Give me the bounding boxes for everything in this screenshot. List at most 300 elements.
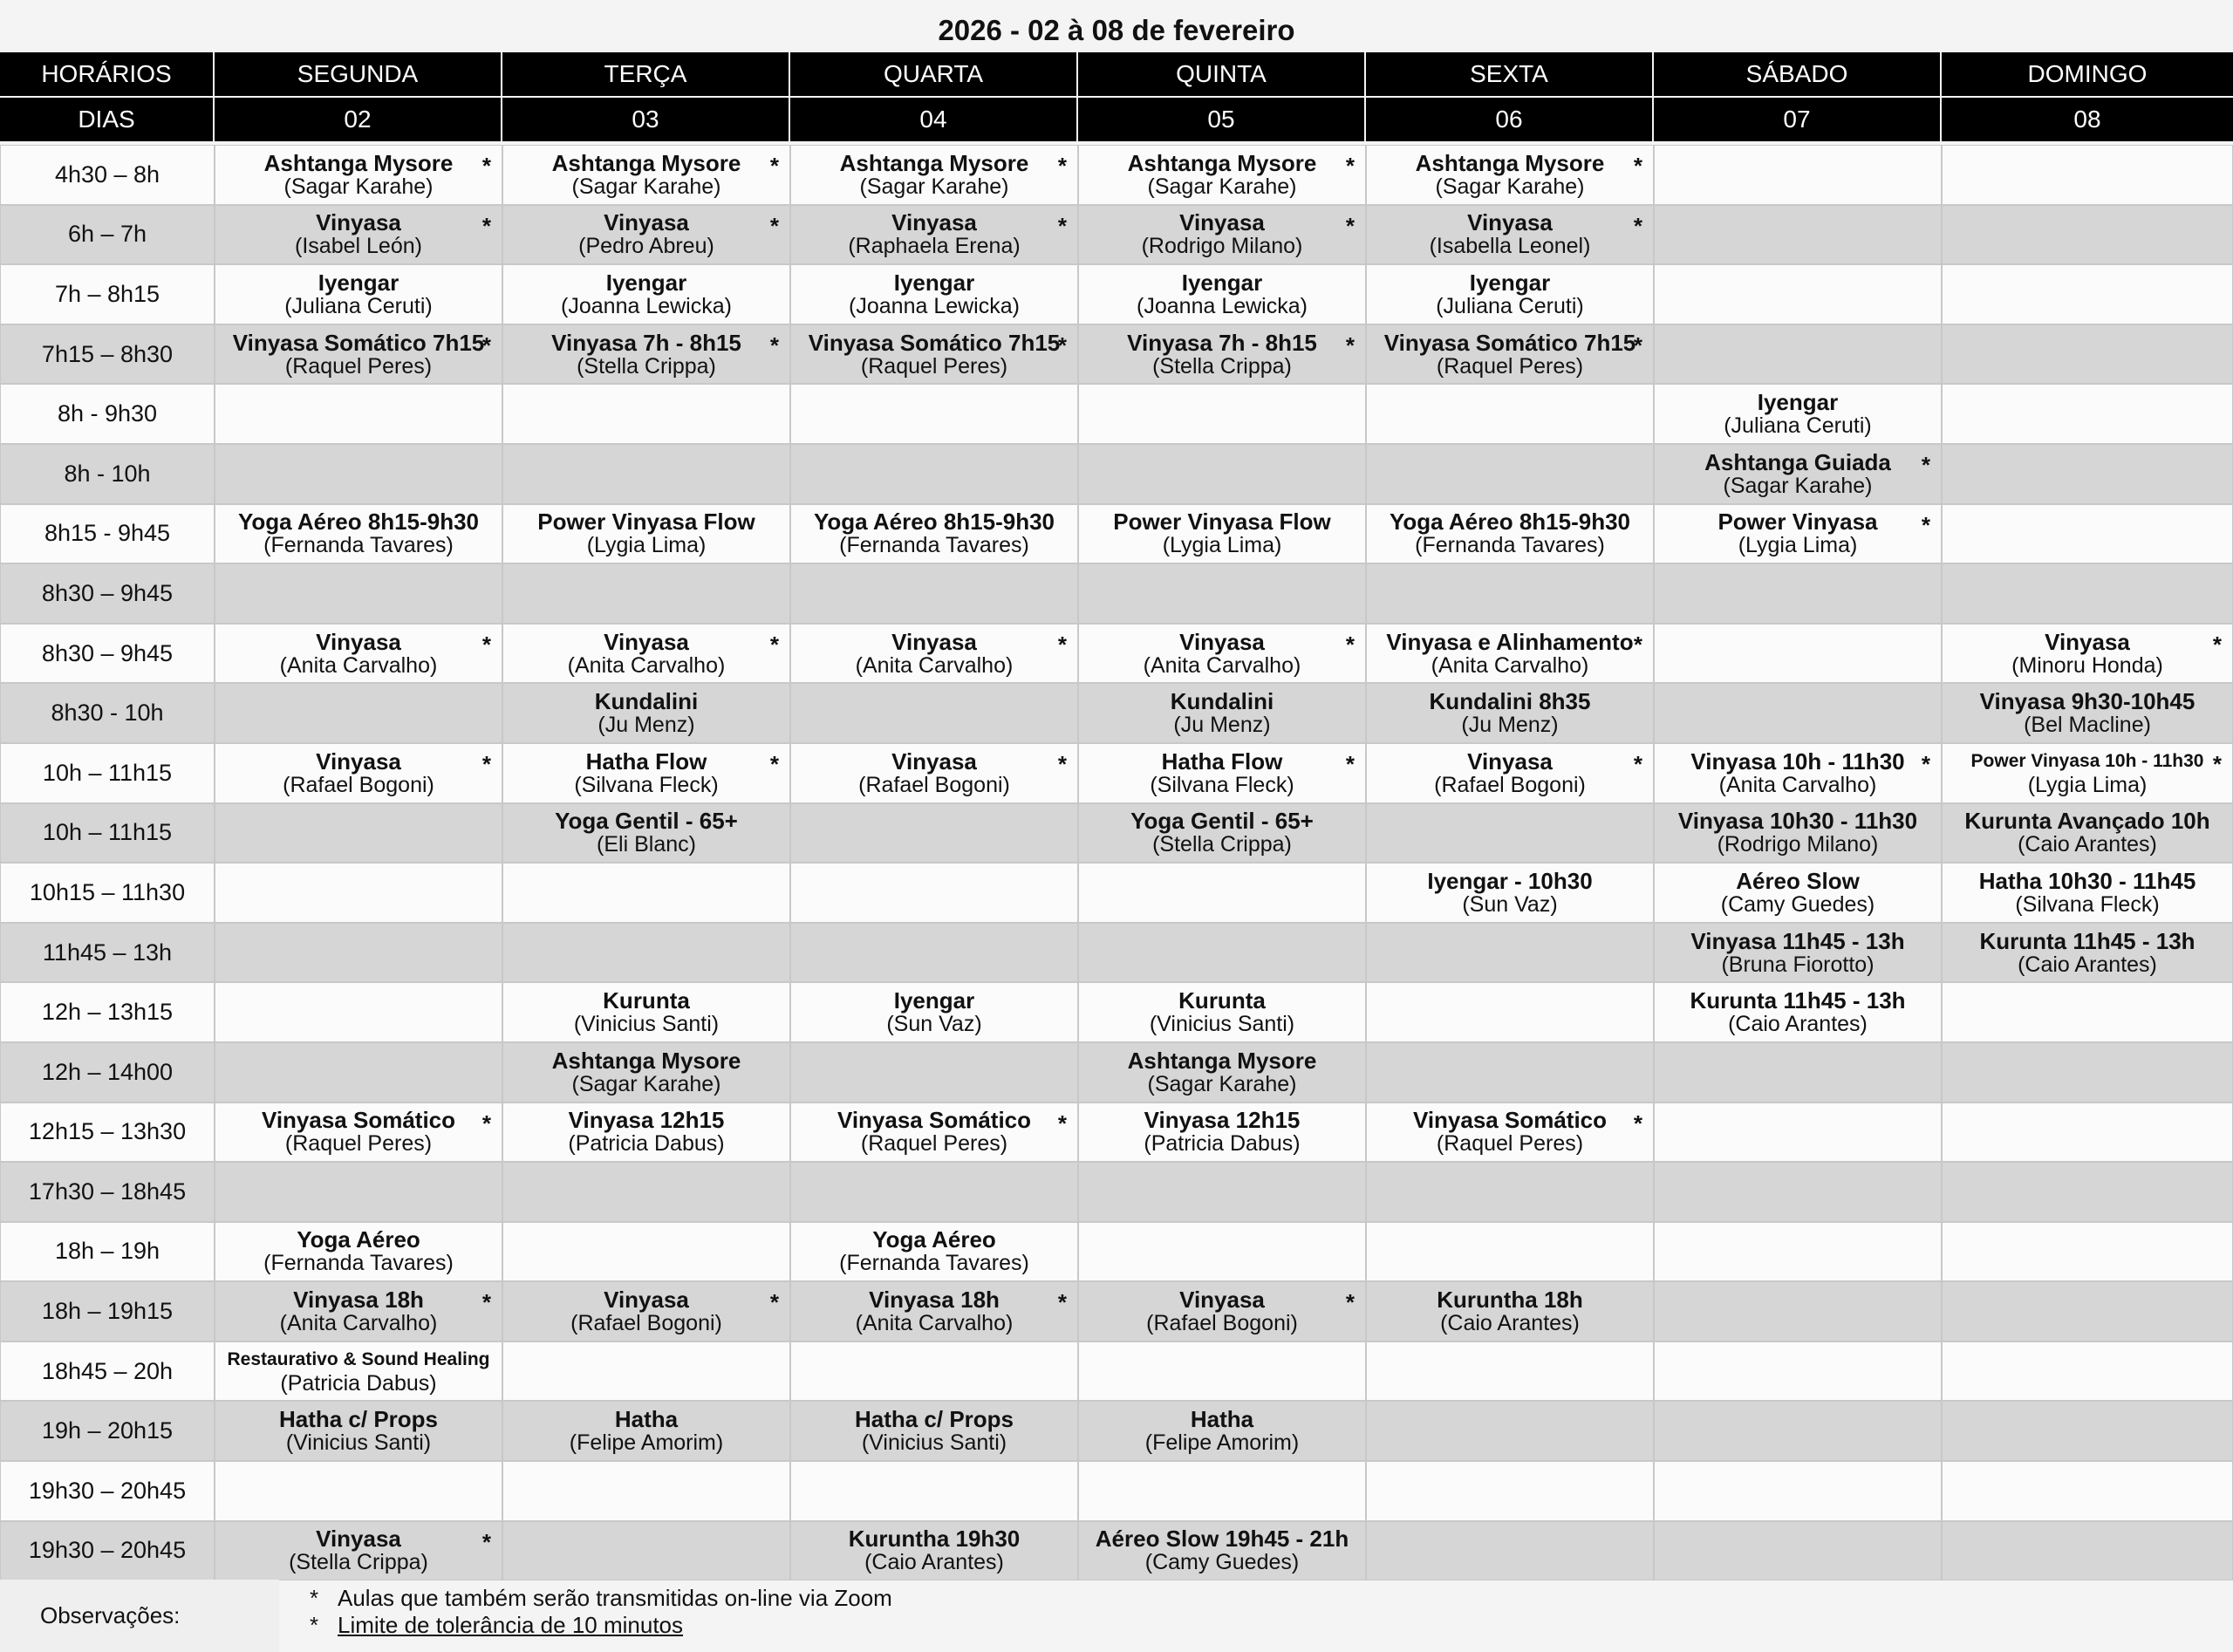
teacher-name: (Silvana Fleck) — [574, 772, 719, 797]
class-cell — [1942, 803, 2233, 864]
asterisk-mark: * — [310, 1612, 319, 1638]
class-cell — [1942, 743, 2233, 803]
class-name: Kurunta Avançado 10h — [1964, 808, 2210, 835]
class-name: Ashtanga Mysore — [551, 149, 741, 176]
class-cell — [1078, 1341, 1366, 1402]
class-name: Yoga Aéreo — [872, 1226, 996, 1253]
class-name: Vinyasa — [604, 209, 689, 236]
class-name: Vinyasa — [2045, 628, 2130, 655]
teacher-name: (Raphaela Erena) — [848, 234, 1021, 259]
class-cell — [215, 1222, 502, 1282]
class-cell — [1942, 683, 2233, 743]
table-row — [0, 1281, 2233, 1341]
online-asterisk: * — [1057, 212, 1067, 239]
time-cell: 12h – 13h15 — [0, 982, 215, 1042]
class-name: Vinyasa — [316, 209, 401, 236]
teacher-name: (Anita Carvalho) — [855, 1311, 1014, 1336]
class-cell — [1942, 624, 2233, 684]
class-name: Vinyasa — [1467, 747, 1553, 775]
class-cell — [1078, 1521, 1366, 1581]
teacher-name: (Sagar Karahe) — [1147, 1071, 1297, 1096]
class-cell — [1078, 624, 1366, 684]
class-cell — [1942, 145, 2233, 205]
class-name: Iyengar — [893, 987, 975, 1014]
online-asterisk: * — [481, 153, 491, 179]
class-cell — [502, 324, 790, 385]
online-asterisk: * — [1057, 153, 1067, 179]
online-asterisk: * — [481, 1289, 491, 1316]
class-cell — [1942, 205, 2233, 265]
header-date: 07 — [1654, 98, 1942, 141]
class-cell — [1366, 982, 1654, 1042]
class-cell — [215, 324, 502, 385]
class-cell — [1366, 264, 1654, 324]
teacher-name: (Rafael Bogoni) — [570, 1311, 722, 1336]
class-name: Vinyasa 7h - 8h15 — [1127, 329, 1317, 356]
class-cell — [502, 1401, 790, 1461]
table-row — [0, 743, 2233, 803]
class-cell — [790, 743, 1078, 803]
class-name: Ashtanga Mysore — [1127, 149, 1317, 176]
table-row — [0, 145, 2233, 205]
time-cell: 8h30 – 9h45 — [0, 563, 215, 624]
class-cell — [1366, 683, 1654, 743]
class-cell — [502, 205, 790, 265]
class-cell — [215, 145, 502, 205]
class-name: Vinyasa — [1179, 628, 1265, 655]
teacher-name: (Silvana Fleck) — [2015, 891, 2160, 917]
class-name: Iyengar — [1469, 269, 1551, 296]
class-name: Iyengar — [1181, 269, 1263, 296]
teacher-name: (Sagar Karahe) — [859, 174, 1009, 199]
class-cell — [1366, 563, 1654, 624]
time-cell: 10h – 11h15 — [0, 803, 215, 864]
class-cell — [1366, 384, 1654, 444]
teacher-name: (Isabel León) — [295, 234, 422, 259]
header-day: SÁBADO — [1654, 52, 1942, 96]
class-name: Vinyasa Somático 7h15 — [808, 329, 1061, 356]
class-cell — [790, 264, 1078, 324]
class-name: Vinyasa Somático 7h15 — [232, 329, 485, 356]
class-name: Vinyasa e Alinhamento — [1386, 628, 1634, 655]
class-name: Vinyasa — [604, 1287, 689, 1314]
class-cell — [1366, 1521, 1654, 1581]
class-name: Hatha 10h30 - 11h45 — [1978, 867, 2196, 894]
table-row — [0, 324, 2233, 385]
header-date: 02 — [215, 98, 502, 141]
time-cell: 8h15 - 9h45 — [0, 504, 215, 564]
class-name: Vinyasa Somático — [1412, 1107, 1608, 1134]
class-name: Ashtanga Mysore — [263, 149, 454, 176]
class-cell — [1654, 1042, 1942, 1102]
class-cell — [502, 1281, 790, 1341]
class-cell — [1366, 205, 1654, 265]
class-cell — [502, 563, 790, 624]
teacher-name: (Joanna Lewicka) — [1137, 293, 1308, 318]
class-cell — [1942, 1042, 2233, 1102]
teacher-name: (Fernanda Tavares) — [1415, 533, 1605, 558]
teacher-name: (Anita Carvalho) — [567, 652, 726, 678]
class-cell — [790, 324, 1078, 385]
teacher-name: (Joanna Lewicka) — [561, 293, 732, 318]
class-cell — [790, 624, 1078, 684]
class-cell — [1942, 264, 2233, 324]
class-cell — [1654, 444, 1942, 504]
class-cell — [502, 384, 790, 444]
class-name: Vinyasa — [604, 628, 689, 655]
class-cell — [502, 803, 790, 864]
class-cell — [502, 743, 790, 803]
time-cell: 8h - 9h30 — [0, 384, 215, 444]
class-cell — [790, 444, 1078, 504]
teacher-name: (Stella Crippa) — [1152, 832, 1292, 857]
class-cell — [1654, 1341, 1942, 1402]
online-asterisk: * — [481, 631, 491, 658]
teacher-name: (Caio Arantes) — [1728, 1012, 1868, 1037]
class-name: Kurunta 11h45 - 13h — [1979, 927, 2195, 954]
class-cell — [215, 1401, 502, 1461]
time-cell: 12h – 14h00 — [0, 1042, 215, 1102]
teacher-name: (Fernanda Tavares) — [839, 1251, 1029, 1276]
class-cell — [1654, 205, 1942, 265]
teacher-name: (Sagar Karahe) — [1723, 473, 1873, 498]
class-cell — [790, 863, 1078, 923]
class-cell — [1366, 743, 1654, 803]
header-days-row — [0, 52, 2233, 96]
class-name: Vinyasa Somático 7h15 — [1383, 329, 1636, 356]
class-name: Vinyasa 9h30-10h45 — [1979, 688, 2195, 715]
online-asterisk: * — [2212, 750, 2222, 777]
class-name: Hatha — [614, 1406, 679, 1433]
online-asterisk: * — [1921, 451, 1930, 478]
class-cell — [790, 1222, 1078, 1282]
table-row — [0, 1461, 2233, 1521]
class-cell — [1654, 1461, 1942, 1521]
online-asterisk: * — [1921, 511, 1930, 538]
class-cell — [1654, 863, 1942, 923]
class-cell — [1654, 504, 1942, 564]
class-name: Ashtanga Mysore — [839, 149, 1029, 176]
header-day: QUARTA — [790, 52, 1078, 96]
class-name: Vinyasa — [891, 628, 977, 655]
class-name: Vinyasa — [1467, 209, 1553, 236]
observation-note — [310, 1585, 892, 1612]
teacher-name: (Fernanda Tavares) — [263, 533, 454, 558]
class-cell — [1078, 1042, 1366, 1102]
time-cell: 6h – 7h — [0, 205, 215, 265]
time-cell: 8h - 10h — [0, 444, 215, 504]
online-asterisk: * — [769, 153, 779, 179]
class-name: Kurunta — [1178, 987, 1266, 1014]
class-cell — [502, 624, 790, 684]
class-cell — [502, 863, 790, 923]
class-cell — [1942, 1102, 2233, 1163]
online-asterisk: * — [1633, 1109, 1642, 1137]
table-row — [0, 982, 2233, 1042]
class-cell — [502, 1521, 790, 1581]
time-cell: 7h15 – 8h30 — [0, 324, 215, 385]
class-cell — [1078, 683, 1366, 743]
class-cell — [1654, 743, 1942, 803]
class-cell — [215, 982, 502, 1042]
class-cell — [502, 444, 790, 504]
class-name: Yoga Aéreo 8h15-9h30 — [814, 509, 1055, 536]
class-cell — [502, 1461, 790, 1521]
class-cell — [1654, 1102, 1942, 1163]
table-row — [0, 683, 2233, 743]
class-name: Vinyasa — [891, 209, 977, 236]
time-cell: 7h – 8h15 — [0, 264, 215, 324]
class-cell — [215, 1461, 502, 1521]
header-day: SEXTA — [1366, 52, 1654, 96]
class-cell — [1654, 1401, 1942, 1461]
teacher-name: (Rafael Bogoni) — [1434, 772, 1586, 797]
class-name: Yoga Aéreo — [297, 1226, 420, 1253]
teacher-name: (Rodrigo Milano) — [1141, 234, 1303, 259]
teacher-name: (Eli Blanc) — [597, 832, 696, 857]
class-cell — [1078, 982, 1366, 1042]
teacher-name: (Juliana Ceruti) — [1436, 293, 1584, 318]
class-cell — [215, 743, 502, 803]
class-cell — [1654, 1281, 1942, 1341]
teacher-name: (Sagar Karahe) — [283, 174, 434, 199]
class-name: Ashtanga Mysore — [551, 1047, 741, 1074]
teacher-name: (Minoru Honda) — [2011, 652, 2163, 678]
teacher-name: (Anita Carvalho) — [279, 652, 438, 678]
online-asterisk: * — [1057, 1109, 1067, 1137]
class-name: Power Vinyasa 10h - 11h30 — [1970, 750, 2204, 771]
time-cell: 18h – 19h — [0, 1222, 215, 1282]
class-cell — [1078, 563, 1366, 624]
class-cell — [1366, 1222, 1654, 1282]
class-cell — [502, 1222, 790, 1282]
class-cell — [215, 384, 502, 444]
teacher-name: (Sagar Karahe) — [571, 1071, 721, 1096]
header-date: 03 — [502, 98, 790, 141]
class-cell — [1654, 1162, 1942, 1222]
class-cell — [502, 982, 790, 1042]
class-cell — [790, 1042, 1078, 1102]
class-cell — [1078, 504, 1366, 564]
header-day: QUINTA — [1078, 52, 1366, 96]
class-name: Power Vinyasa — [1717, 509, 1878, 536]
class-name: Aéreo Slow — [1736, 867, 1860, 894]
table-row — [0, 205, 2233, 265]
class-cell — [1078, 1162, 1366, 1222]
class-name: Vinyasa Somático — [261, 1107, 456, 1134]
class-name: Vinyasa Somático — [837, 1107, 1032, 1134]
class-cell — [215, 863, 502, 923]
online-asterisk: * — [1633, 631, 1642, 658]
class-cell — [790, 1281, 1078, 1341]
teacher-name: (Vinicius Santi) — [861, 1430, 1007, 1456]
teacher-name: (Felipe Amorim) — [1144, 1430, 1300, 1456]
class-name: Hatha Flow — [585, 747, 707, 775]
asterisk-mark: * — [310, 1585, 319, 1611]
teacher-name: (Rodrigo Milano) — [1717, 832, 1879, 857]
class-cell — [1366, 1401, 1654, 1461]
teacher-name: (Rafael Bogoni) — [1146, 1311, 1298, 1336]
teacher-name: (Anita Carvalho) — [1143, 652, 1301, 678]
class-name: Vinyasa — [316, 1526, 401, 1553]
class-name: Hatha c/ Props — [278, 1406, 439, 1433]
teacher-name: (Vinicius Santi) — [285, 1430, 432, 1456]
header-date: 08 — [2073, 106, 2101, 133]
teacher-name: (Raquel Peres) — [860, 353, 1008, 379]
class-cell — [1942, 1341, 2233, 1402]
online-asterisk: * — [769, 1289, 779, 1316]
online-asterisk: * — [1633, 212, 1642, 239]
teacher-name: (Lygia Lima) — [586, 533, 707, 558]
teacher-name: (Sun Vaz) — [886, 1012, 982, 1037]
teacher-name: (Felipe Amorim) — [569, 1430, 724, 1456]
online-asterisk: * — [481, 331, 491, 358]
teacher-name: (Bruna Fiorotto) — [1721, 952, 1874, 977]
class-cell — [1942, 1222, 2233, 1282]
table-row — [0, 1222, 2233, 1282]
class-cell — [1078, 444, 1366, 504]
header-date: 04 — [790, 98, 1078, 141]
class-cell — [1078, 803, 1366, 864]
observation-text: Aulas que também serão transmitidas on-line via Zoom — [338, 1585, 892, 1611]
observation-text: Limite de tolerância de 10 minutos — [338, 1612, 684, 1638]
class-cell — [1654, 324, 1942, 385]
online-asterisk: * — [1345, 212, 1355, 239]
teacher-name: (Anita Carvalho) — [1431, 652, 1589, 678]
class-cell — [790, 205, 1078, 265]
class-name: Restaurativo & Sound Healing — [227, 1348, 490, 1369]
class-cell — [1366, 504, 1654, 564]
class-name: Vinyasa — [1179, 1287, 1265, 1314]
table-row — [0, 803, 2233, 864]
class-cell — [1366, 444, 1654, 504]
class-cell — [1366, 1461, 1654, 1521]
table-row — [0, 264, 2233, 324]
class-name: Hatha — [1190, 1406, 1254, 1433]
teacher-name: (Rafael Bogoni) — [283, 772, 434, 797]
teacher-name: (Raquel Peres) — [284, 1131, 433, 1157]
observations-section — [0, 1580, 2233, 1652]
online-asterisk: * — [769, 631, 779, 658]
online-asterisk: * — [481, 212, 491, 239]
class-name: Vinyasa 18h — [293, 1287, 424, 1314]
class-name: Kurunta — [603, 987, 690, 1014]
class-name: Vinyasa 18h — [869, 1287, 1000, 1314]
teacher-name: (Sagar Karahe) — [571, 174, 721, 199]
class-cell — [1366, 1162, 1654, 1222]
class-cell — [1654, 683, 1942, 743]
class-name: Vinyasa 7h - 8h15 — [551, 329, 741, 356]
class-cell — [1654, 982, 1942, 1042]
schedule-grid — [0, 145, 2233, 1580]
time-cell: 19h – 20h15 — [0, 1401, 215, 1461]
class-cell — [1366, 863, 1654, 923]
class-cell — [1942, 563, 2233, 624]
header-date: DIAS — [0, 98, 215, 141]
class-cell — [1366, 624, 1654, 684]
class-cell — [1078, 743, 1366, 803]
header-day: TERÇA — [502, 52, 790, 96]
teacher-name: (Vinicius Santi) — [1149, 1012, 1295, 1037]
class-cell — [790, 1521, 1078, 1581]
teacher-name: (Lygia Lima) — [1738, 533, 1858, 558]
class-cell — [1942, 863, 2233, 923]
online-asterisk: * — [2212, 631, 2222, 658]
class-name: Aéreo Slow 19h45 - 21h — [1095, 1526, 1349, 1553]
class-cell — [502, 923, 790, 983]
class-cell — [1654, 563, 1942, 624]
teacher-name: (Raquel Peres) — [1436, 1131, 1584, 1157]
table-row — [0, 1042, 2233, 1102]
class-cell — [502, 1162, 790, 1222]
teacher-name: (Anita Carvalho) — [279, 1311, 438, 1336]
class-name: Vinyasa 11h45 - 13h — [1690, 927, 1905, 954]
teacher-name: (Ju Menz) — [1461, 713, 1559, 738]
time-cell: 8h30 - 10h — [0, 683, 215, 743]
class-cell — [502, 1341, 790, 1402]
class-cell — [215, 1341, 502, 1402]
online-asterisk: * — [481, 1109, 491, 1137]
time-cell: 19h30 – 20h45 — [0, 1521, 215, 1581]
class-cell — [790, 563, 1078, 624]
class-name: Vinyasa 10h30 - 11h30 — [1677, 808, 1918, 835]
class-cell — [1078, 1102, 1366, 1163]
teacher-name: (Sun Vaz) — [1462, 891, 1558, 917]
class-cell — [1078, 1461, 1366, 1521]
teacher-name: (Anita Carvalho) — [1718, 772, 1877, 797]
class-cell — [1654, 1222, 1942, 1282]
class-cell — [790, 683, 1078, 743]
teacher-name: (Raquel Peres) — [284, 353, 433, 379]
class-name: Vinyasa 12h15 — [568, 1107, 725, 1134]
table-row — [0, 563, 2233, 624]
time-cell: 10h15 – 11h30 — [0, 863, 215, 923]
class-cell — [215, 1162, 502, 1222]
class-cell — [790, 1401, 1078, 1461]
teacher-name: (Isabella Leonel) — [1429, 234, 1591, 259]
teacher-name: (Stella Crippa) — [1152, 353, 1292, 379]
time-cell: 10h – 11h15 — [0, 743, 215, 803]
class-name: Iyengar — [318, 269, 399, 296]
teacher-name: (Fernanda Tavares) — [839, 533, 1029, 558]
class-cell — [1654, 145, 1942, 205]
class-cell — [502, 264, 790, 324]
header-day: HORÁRIOS — [0, 52, 215, 96]
table-row — [0, 1341, 2233, 1402]
teacher-name: (Stella Crippa) — [577, 353, 716, 379]
table-row — [0, 863, 2233, 923]
observation-note — [310, 1612, 892, 1639]
class-cell — [215, 205, 502, 265]
class-name: Yoga Aéreo 8h15-9h30 — [238, 509, 479, 536]
class-cell — [1942, 1401, 2233, 1461]
class-cell — [1078, 1222, 1366, 1282]
teacher-name: (Ju Menz) — [598, 713, 695, 738]
table-row — [0, 1521, 2233, 1581]
teacher-name: (Anita Carvalho) — [855, 652, 1014, 678]
class-name: Yoga Aéreo 8h15-9h30 — [1390, 509, 1630, 536]
class-cell — [1366, 923, 1654, 983]
class-cell — [502, 1102, 790, 1163]
online-asterisk: * — [769, 212, 779, 239]
class-cell — [1654, 264, 1942, 324]
class-cell — [215, 624, 502, 684]
table-row — [0, 923, 2233, 983]
schedule-title: 2026 - 02 à 08 de fevereiro — [938, 14, 1295, 46]
class-cell — [1942, 444, 2233, 504]
table-row — [0, 1102, 2233, 1163]
class-name: Vinyasa — [1179, 209, 1265, 236]
